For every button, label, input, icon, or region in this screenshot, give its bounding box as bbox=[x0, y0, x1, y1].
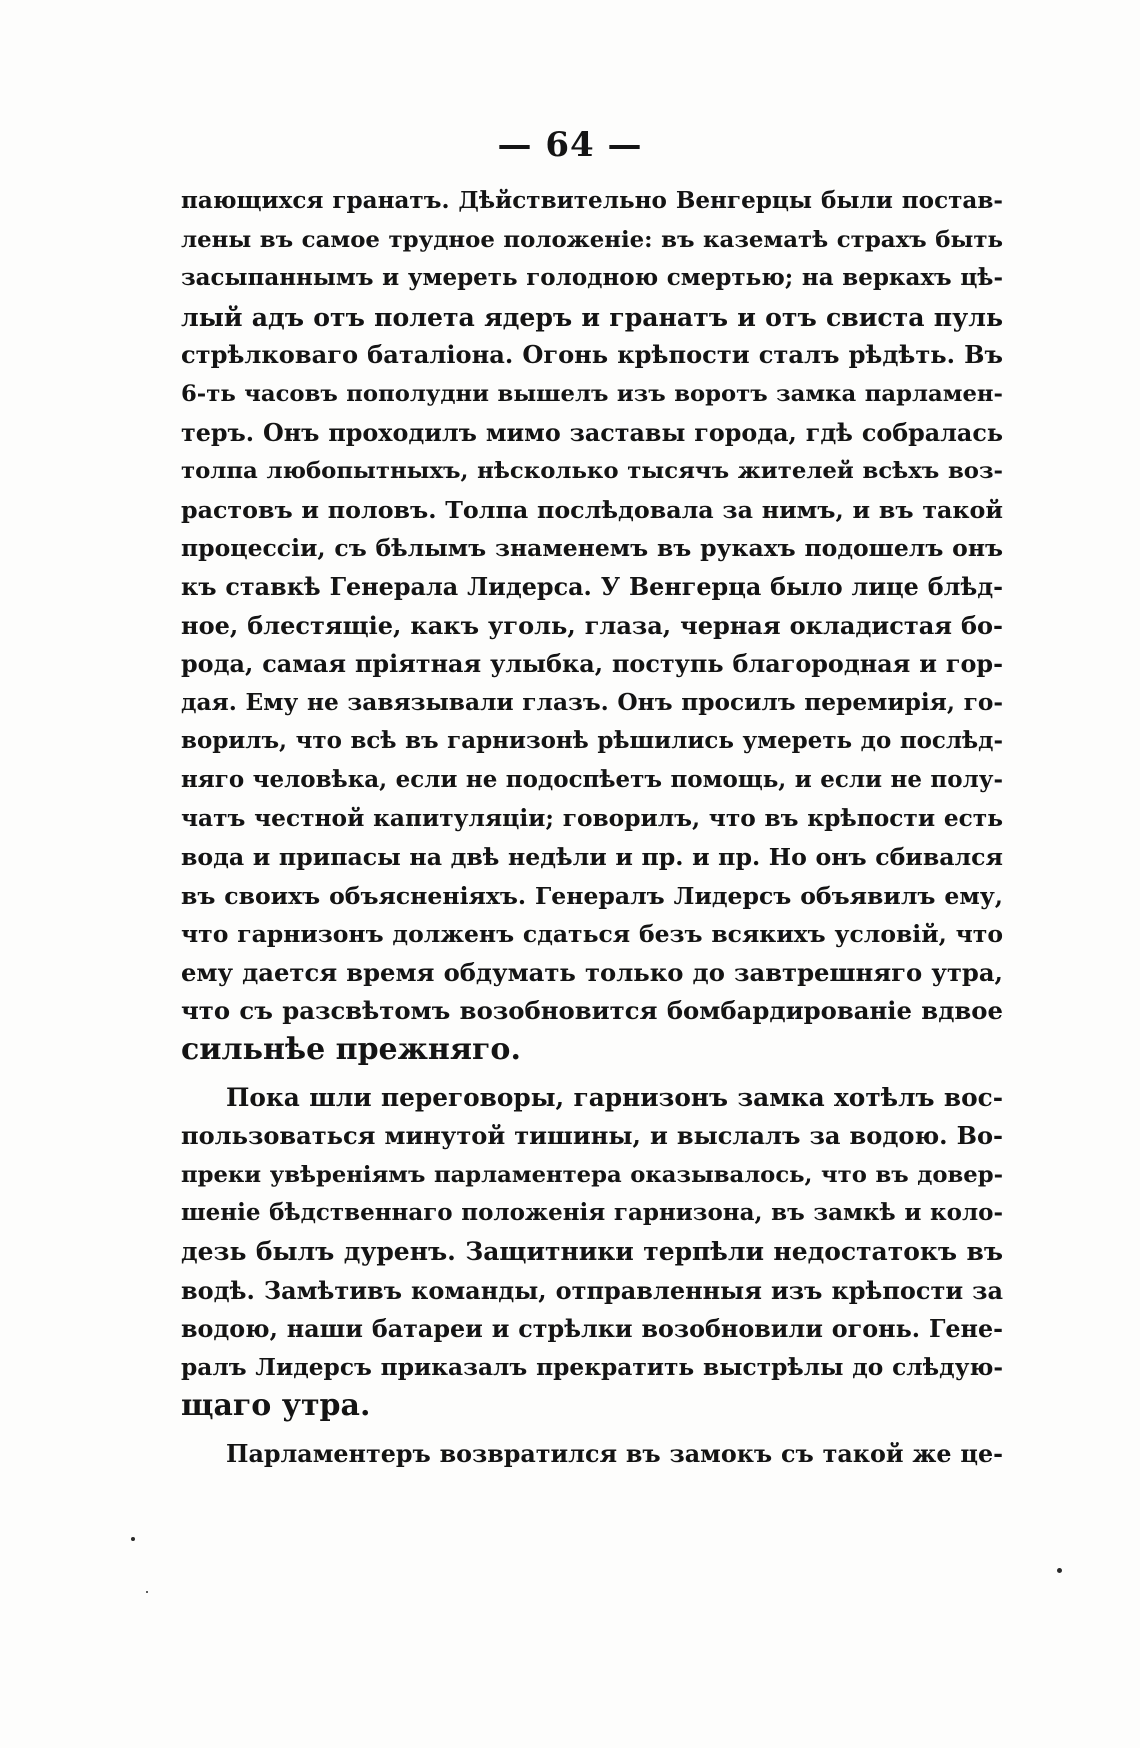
text-line: преки увѣренiямъ парламентера оказывалось, что въ довер- bbox=[181, 1161, 1003, 1188]
paragraph bbox=[181, 1435, 1003, 1474]
text-line: рода, самая прiятная улыбка, поступь благородная и гор- bbox=[181, 650, 1003, 679]
text-line: дая. Ему не завязывали глазъ. Онъ просилъ перемирiя, го- bbox=[181, 688, 1003, 716]
paragraph bbox=[181, 182, 1003, 1070]
text-line: дезь былъ дуренъ. Защитники терпѣли недостатокъ въ bbox=[181, 1237, 1003, 1267]
text-line: вода и припасы на двѣ недѣли и пр. и пр. Но онъ сбивался bbox=[181, 843, 1003, 872]
text-line: няго человѣка, если не подоспѣетъ помощь, и если не полу- bbox=[181, 765, 1003, 793]
text-line: засыпаннымъ и умереть голодною смертью; на веркахъ цѣ- bbox=[181, 264, 1003, 292]
text-line: водою, наши батареи и стрѣлки возобновили огонь. Гене- bbox=[181, 1315, 1003, 1344]
text-line: чатъ честной капитуляцiи; говорилъ, что въ крѣпости есть bbox=[181, 804, 1003, 832]
text-line: ралъ Лидерсъ приказалъ прекратить выстрѣлы до слѣдую- bbox=[181, 1353, 1003, 1381]
text-line: къ ставкѣ Генерала Лидерса. У Венгерца было лице блѣд- bbox=[181, 572, 1003, 601]
text-line: пользоваться минутой тишины, и выслалъ за водою. Во- bbox=[181, 1121, 1003, 1151]
text-line: ему дается время обдумать только до завтрешняго утра, bbox=[181, 957, 1003, 987]
page-number: — 64 — bbox=[497, 125, 643, 165]
text-line: стрѣлковаго баталiона. Огонь крѣпости сталъ рѣдѣть. Въ bbox=[181, 340, 1003, 370]
text-line: шенiе бѣдственнаго положенiя гарнизона, въ замкѣ и коло- bbox=[181, 1199, 1003, 1227]
paragraph-gap bbox=[181, 1070, 1003, 1079]
text-line: что съ разсвѣтомъ возобновится бомбардированiе вдвое bbox=[181, 996, 1003, 1026]
text-line: Пока шли переговоры, гарнизонъ замка хотѣлъ вос- bbox=[226, 1082, 1003, 1112]
text-line: теръ. Онъ проходилъ мимо заставы города, гдѣ собралась bbox=[181, 418, 1003, 447]
text-line: 6-ть часовъ пополудни вышелъ изъ воротъ замка парламен- bbox=[181, 380, 1003, 407]
paragraph-gap bbox=[181, 1426, 1003, 1435]
text-line: ное, блестящiе, какъ уголь, глаза, черная окладистая бо- bbox=[181, 610, 1003, 640]
text-line: ворилъ, что всѣ въ гарнизонѣ рѣшились умереть до послѣд- bbox=[181, 727, 1003, 755]
scan-speck bbox=[131, 1537, 135, 1541]
text-line: пающихся гранатъ. Дѣйствительно Венгерцы были постав- bbox=[181, 187, 1003, 214]
text-line: растовъ и половъ. Толпа послѣдовала за нимъ, и въ такой bbox=[181, 495, 1003, 524]
text-line: лены въ самое трудное положенiе: въ казематѣ страхъ быть bbox=[181, 226, 1003, 253]
text-line: лый адъ отъ полета ядеръ и гранатъ и отъ свиста пуль bbox=[181, 301, 1003, 332]
text-line: Парламентеръ возвратился въ замокъ съ такой же це- bbox=[226, 1440, 1003, 1468]
body-text bbox=[181, 182, 1003, 1474]
text-line: водѣ. Замѣтивъ команды, отправленныя изъ крѣпости за bbox=[181, 1275, 1003, 1305]
text-line: что гарнизонъ долженъ сдаться безъ всякихъ условiй, что bbox=[181, 920, 1003, 949]
paragraph bbox=[181, 1079, 1003, 1426]
text-line: сильнѣе прежняго. bbox=[181, 1032, 521, 1068]
text-line: процессiи, съ бѣлымъ знаменемъ въ рукахъ подошелъ онъ bbox=[181, 534, 1003, 563]
text-line: толпа любопытныхъ, нѣсколько тысячъ жителей всѣхъ воз- bbox=[181, 458, 1003, 485]
scan-speck bbox=[146, 1591, 148, 1593]
text-line: въ своихъ объясненiяхъ. Генералъ Лидерсъ объявилъ ему, bbox=[181, 881, 1003, 910]
text-line: щаго утра. bbox=[181, 1388, 371, 1424]
scan-speck bbox=[1057, 1568, 1062, 1573]
